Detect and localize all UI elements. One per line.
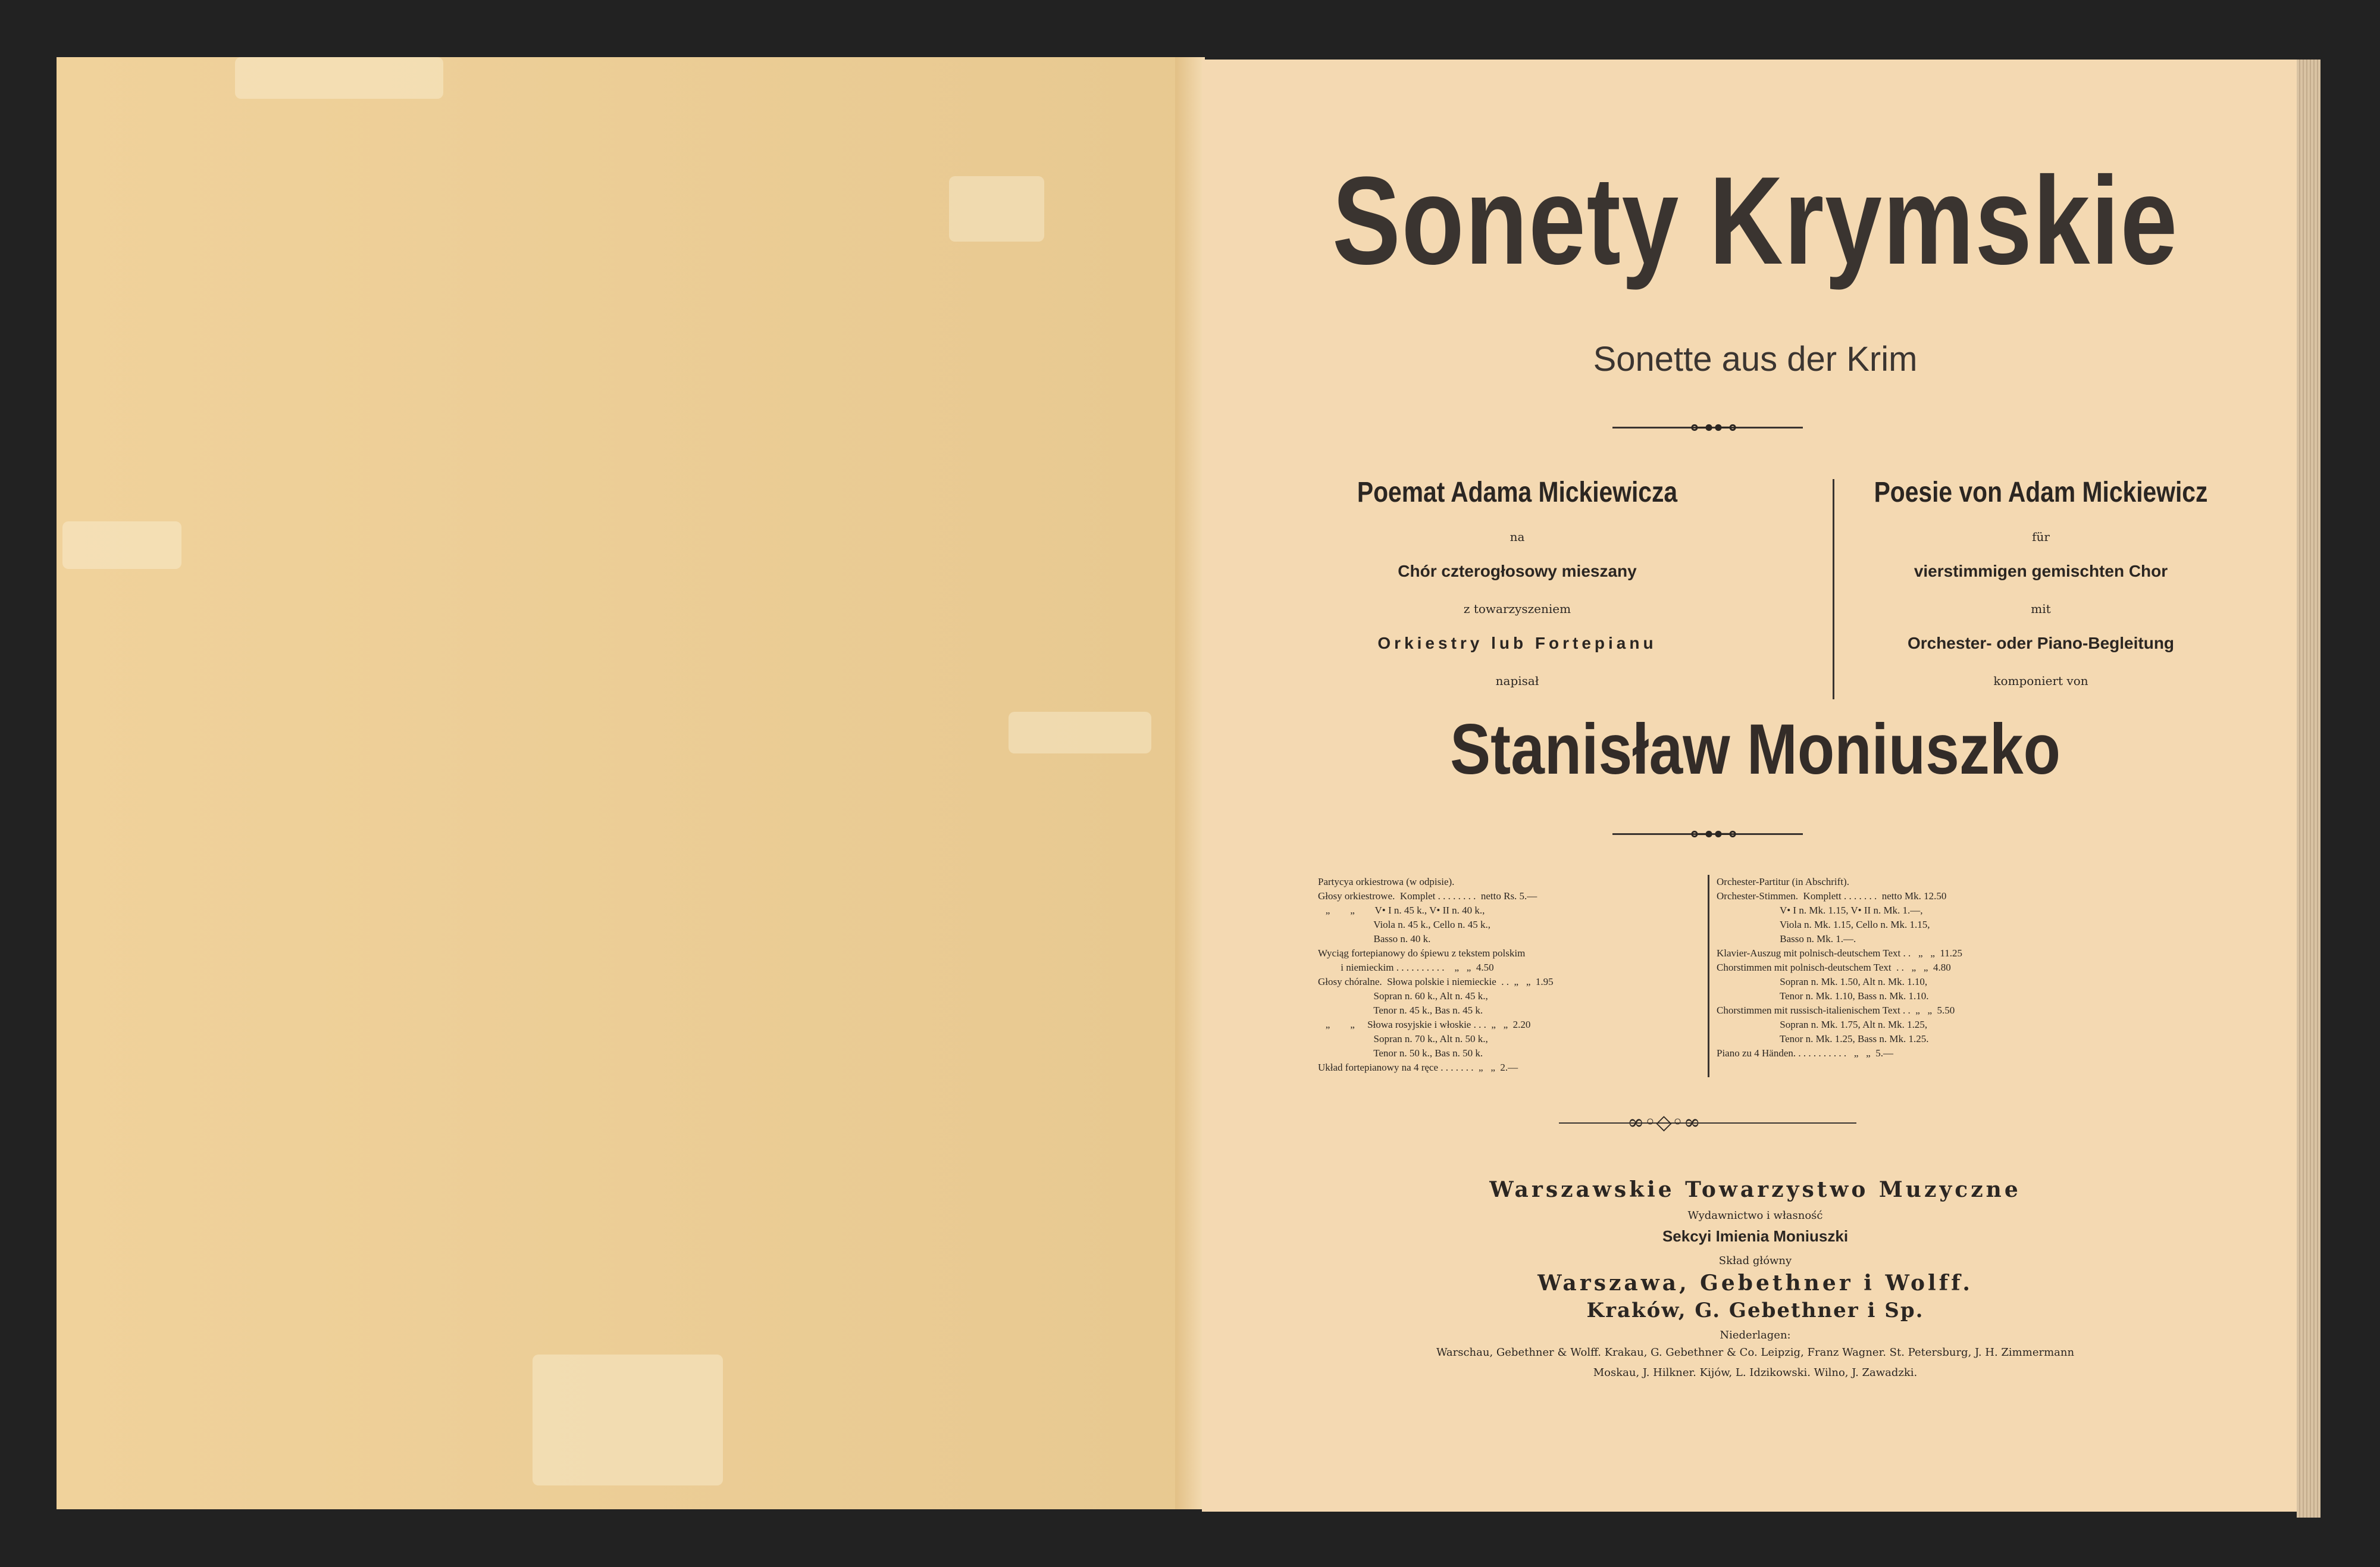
german-description (1833, 476, 2249, 688)
price-divider (1708, 875, 1709, 1077)
polish-heading: Poemat Adama Mickiewicza (1357, 477, 1678, 508)
publisher-line: Skład główny (1718, 1255, 1792, 1267)
polish-orchestra: Orkiestry lub Fortepianu (1377, 634, 1657, 652)
ornament-rule-bottom (1559, 1122, 1856, 1124)
ornament-flourish-icon: ⊶⊷ (1690, 414, 1737, 441)
publisher-section: Sekcyi Imienia Moniuszki (1662, 1227, 1849, 1245)
german-heading: Poesie von Adam Mickiewicz (1874, 477, 2208, 508)
paper-stain (235, 57, 443, 99)
german-orchestra: Orchester- oder Piano-Begleitung (1907, 634, 2175, 652)
ornament-flourish-icon: ⊶⊷ (1690, 820, 1737, 847)
german-mit: mit (2031, 602, 2051, 616)
german-komponiert: komponiert von (1993, 674, 2088, 688)
paper-stain (533, 1355, 723, 1485)
paper-stain (1009, 712, 1151, 753)
polish-na: na (1510, 530, 1525, 544)
german-choir: vierstimmigen gemischten Chor (1914, 562, 2168, 580)
price-list-german: Orchester-Partitur (in Abschrift). Orchester-Stimmen. Komplett . . . . . . . netto Mk. 12.50 V• I n. Mk. 1.15, V• II n. Mk. 1.—, Viola n. Mk. 1.15, Cello n. Mk. 1.15, Basso n. Mk. 1.—. Klavier-Auszug mit polnisch-deutschem Text . . „ „ 11.25 Chorstimmen mit polnisch-deutschem Text . . „ „ 4.80 Sopran n. Mk. 1.50, Alt n. Mk. 1.10, Tenor n. Mk. 1.10, Bass n. Mk. 1.10. Chorstimmen mit russisch-italienischem Text . . „ „ 5.50 Sopran n. Mk. 1.75, Alt n. Mk. 1.25, Tenor n. Mk. 1.25, Bass n. Mk. 1.25. Piano zu 4 Händen. . . . . . . . . . . „ „ 5.— (1717, 876, 1962, 1059)
polish-description (1309, 476, 1726, 688)
book-gutter (1175, 57, 1205, 1509)
publisher-krakow: Kraków, G. Gebethner i Sp. (1586, 1299, 1924, 1322)
publisher-line: Wydawnictwo i własność (1687, 1209, 1823, 1222)
price-list-polish: Partycya orkiestrowa (w odpisie). Głosy orkiestrowe. Komplet . . . . . . . . netto Rs. 5.— „ „ V• I n. 45 k., V• II n. 40 k., Viola n. 45 k., Cello n. 45 k., Basso n. 40 k. Wyciąg fortepianowy do śpiewu z tekstem polskim i niemieckim . . . . . . . . . . „ „ 4.50 Głosy chóralne. Słowa polskie i niemieckie . . „ „ 1.95 Sopran n. 60 k., Alt n. 45 k., Tenor n. 45 k., Bas n. 45 k. „ „ Słowa rosyjskie i włoskie . . . „ „ 2.20 Sopran n. 70 k., Alt n. 50 k., Tenor n. 50 k., Bas n. 50 k. Układ fortepianowy na 4 ręce . . . . . . . „ „ 2.— (1318, 876, 1554, 1073)
german-fur: für (2032, 530, 2050, 544)
page-subtitle: Sonette aus der Krim (1593, 340, 1918, 379)
blank-cover-page (57, 57, 1205, 1509)
polish-with: z towarzyszeniem (1463, 602, 1571, 616)
publisher-depots: Warschau, Gebethner & Wolff. Krakau, G. Gebethner & Co. Leipzig, Franz Wagner. St. Petersburg, J. H. Zimmermann (1436, 1346, 2075, 1359)
publisher-line: Niederlagen: (1720, 1329, 1791, 1341)
polish-wrote: napisał (1495, 674, 1539, 688)
publisher-name: Warszawskie Towarzystwo Muzyczne (1489, 1177, 2021, 1202)
publisher-depots: Moskau, J. Hilkner. Kijów, L. Idzikowski. Wilno, J. Zawadzki. (1593, 1366, 1918, 1379)
publisher-warsaw: Warszawa, Gebethner i Wolff. (1537, 1271, 1973, 1296)
paper-stain (62, 521, 181, 569)
ornament-scroll-icon: ∞◦◇◦∞ (1627, 1111, 1701, 1134)
page-title: Sonety Krymskie (1332, 151, 2178, 290)
paper-stain (949, 176, 1044, 242)
polish-choir: Chór czterogłosowy mieszany (1398, 562, 1637, 580)
composer-name: Stanisław Moniuszko (1450, 709, 2060, 789)
